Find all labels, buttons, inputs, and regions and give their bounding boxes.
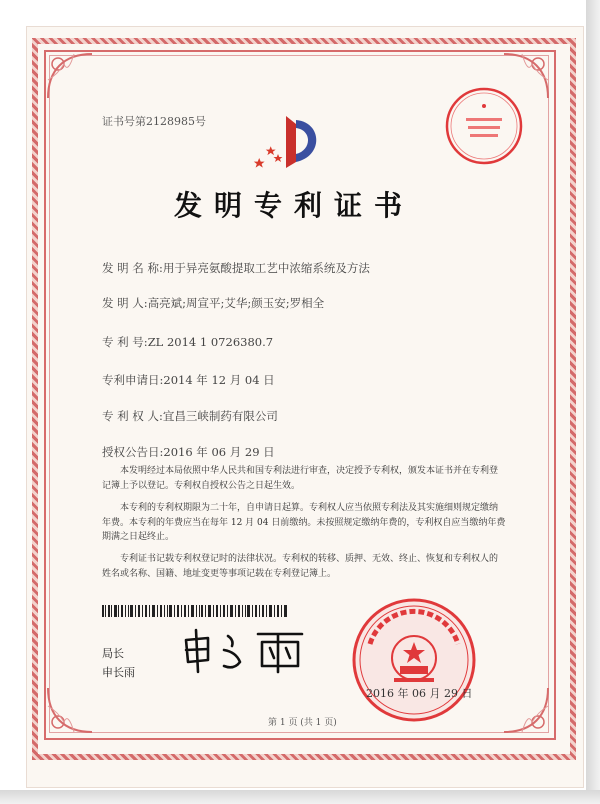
page-footer: 第 1 页 (共 1 页) xyxy=(268,718,337,728)
legal-paragraph-2: 本专利的专利权期限为二十年，自申请日起算。专利权人应当依照专利法及其实施细则规定缴纳年费。本专利的年费应当在每年 12 月 04 日前缴纳。未按照规定缴纳年费的，专利权自应当缴纳年费期满之日起终止。 xyxy=(102,503,506,542)
field-label: 专 利 号: xyxy=(102,335,148,349)
field-label: 发 明 名 称: xyxy=(102,261,163,275)
field-value: 宜昌三峡制药有限公司 xyxy=(162,409,278,423)
seal-date: 2016 年 06 月 29 日 xyxy=(366,687,473,700)
field-value: 高亮斌;周宣平;艾华;颜玉安;罗相全 xyxy=(147,296,325,310)
certificate-title: 发明专利证书 xyxy=(174,189,415,222)
corner-ornament-top-left xyxy=(44,50,96,102)
national-ip-office-seal xyxy=(350,596,478,724)
director-name: 申长雨 xyxy=(102,666,135,679)
director-signature xyxy=(178,626,310,676)
field-application-date xyxy=(102,372,275,388)
field-invention-title xyxy=(102,260,370,276)
field-grant-date xyxy=(102,444,275,460)
page-shadow-bottom xyxy=(0,790,600,804)
field-patent-number xyxy=(102,334,273,350)
field-value: 2014 年 12 月 04 日 xyxy=(163,373,275,387)
certificate-number: 证书号第2128985号 xyxy=(102,115,206,128)
field-value: 2016 年 06 月 29 日 xyxy=(163,445,275,459)
director-title: 局长 xyxy=(102,647,124,660)
field-label: 专 利 权 人: xyxy=(102,409,163,423)
corner-ornament-bottom-left xyxy=(44,684,96,736)
field-value: 用于异亮氨酸提取工艺中浓缩系统及方法 xyxy=(162,261,370,275)
field-label: 发 明 人: xyxy=(102,296,148,310)
sipo-logo-icon xyxy=(252,110,324,174)
page-shadow-right xyxy=(586,0,600,804)
barcode xyxy=(102,602,287,614)
field-label: 专利申请日: xyxy=(102,373,164,387)
field-inventors xyxy=(102,295,324,311)
field-value: ZL 2014 1 0726380.7 xyxy=(147,335,274,349)
corner-ornament-bottom-right xyxy=(500,684,552,736)
legal-paragraph-3: 专利证书记载专利权登记时的法律状况。专利权的转移、质押、无效、终止、恢复和专利权人的姓名或名称、国籍、地址变更等事项记载在专利登记簿上。 xyxy=(102,554,499,579)
field-patentee xyxy=(102,408,278,424)
agency-seal-top-right xyxy=(444,86,524,166)
field-label: 授权公告日: xyxy=(102,445,164,459)
legal-paragraph-1: 本发明经过本局依照中华人民共和国专利法进行审查，决定授予专利权，颁发本证书并在专利登记簿上予以登记。专利权自授权公告之日起生效。 xyxy=(102,466,499,491)
